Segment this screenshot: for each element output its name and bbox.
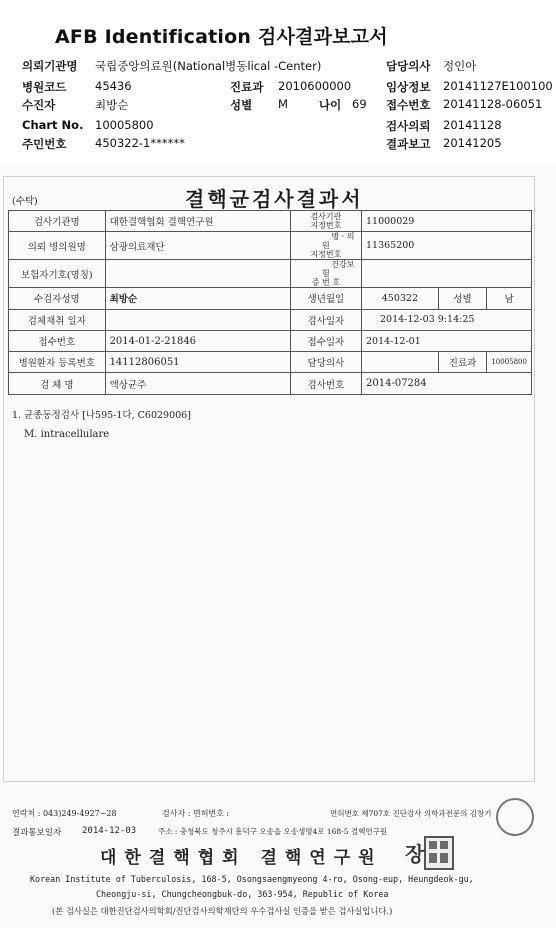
cell-label: 보험자기호(명칭) (9, 260, 106, 288)
cell-label: 검 체 명 (9, 373, 106, 394)
cell-value (362, 260, 532, 288)
cell-value: 2014-07284 (362, 373, 532, 394)
cell-value: 11365200 (362, 232, 532, 260)
cell-value: 10005800 (487, 352, 532, 373)
label-patient: 수진자 (22, 98, 56, 112)
cell-label: 검사번호 (290, 373, 361, 394)
cell-label: 성별 (438, 288, 487, 309)
footer-report-date: 2014-12-03 (82, 826, 137, 836)
report-info-table (8, 210, 532, 395)
cell-value: 2014-12-03 9:14:25 (362, 309, 532, 330)
label-chart-no: Chart No. (22, 118, 84, 132)
table-row (9, 373, 532, 394)
value-result-report-date: 20141205 (443, 136, 502, 150)
cell-value: 삼광의료재단 (105, 232, 290, 260)
table-row (9, 232, 532, 260)
report-header-title: AFB Identification 검사결과보고서 (55, 26, 388, 48)
footer-address-en-1: Korean Institute of Tuberculosis, 168-5, Osongsaengmyeong 4-ro, Osong-eup, Heungdeok-gu, (30, 874, 474, 884)
cell-value: 14112806051 (105, 352, 290, 373)
cell-label: 검사일자 (290, 309, 361, 330)
footer-organization-name: 대한결핵협회 결핵연구원 (100, 848, 383, 868)
cell-label: 담당의사 (290, 352, 361, 373)
cell-value: 2014-01-2-21846 (105, 330, 290, 351)
label-clinical-info: 임상정보 (386, 80, 431, 94)
seal-character: 장 (405, 842, 425, 866)
label-age: 나이 (319, 98, 342, 112)
footer-address-en-2: Cheongju-si, Chungcheongbuk-do, 363-954, Republic of Korea (96, 889, 389, 899)
cell-label: 검체채취 일자 (9, 309, 106, 330)
footer-address-kr: 주소 : 충청북도 청주시 흥덕구 오송읍 오송생명4로 168-5 결핵연구원 (158, 827, 388, 836)
cell-label: 검사기관 지정번호 (290, 211, 361, 232)
cell-value: 남 (487, 288, 532, 309)
cell-value: 대한결핵협회 결핵연구원 (105, 211, 290, 232)
report-tag: (수탁) (12, 196, 38, 207)
value-receipt-number: 20141128-06051 (443, 97, 543, 111)
label-resident-number: 주민번호 (22, 137, 67, 151)
value-department: 2010600000 (278, 79, 352, 93)
value-clinical-info: 20141127E100100 (443, 79, 553, 93)
cell-value: 액상균주 (105, 373, 290, 394)
label-receipt-number: 접수번호 (386, 98, 431, 112)
footer-certification-note: (본 검사실은 대한진단검사의학회/진단검사의학재단의 우수검사실 인증을 받은 검사실입니다.) (52, 906, 393, 916)
institution-seal (424, 836, 454, 870)
cell-label: 접수일자 (290, 330, 361, 351)
cell-value: 2014-12-01 (362, 330, 532, 351)
value-sex: M (278, 97, 288, 111)
table-row (9, 288, 532, 309)
value-hospital-code: 45436 (95, 79, 132, 93)
label-hospital-code: 병원코드 (22, 80, 67, 94)
footer-examiner: 검사자 : 면허번호 : (162, 809, 230, 818)
label-requesting-institution: 의뢰기관명 (22, 59, 78, 73)
label-attending-doctor: 담당의사 (386, 59, 431, 73)
report-title: 결핵균검사결과서 (185, 187, 364, 211)
cell-label: 생년월일 (290, 288, 361, 309)
footer-contact: 연락처 : 043)249-4927~28 (12, 809, 117, 818)
result-organism: M. intracellulare (24, 429, 110, 440)
value-chart-no: 10005800 (95, 118, 154, 132)
cell-value (362, 352, 439, 373)
value-resident-number: 450322-1****** (95, 136, 185, 150)
table-row (9, 260, 532, 288)
table-row (9, 309, 532, 330)
table-row (9, 330, 532, 351)
cell-label: 의뢰 병의원명 (9, 232, 106, 260)
value-test-request-date: 20141128 (443, 118, 502, 132)
value-patient: 최방순 (95, 98, 129, 112)
table-row (9, 352, 532, 373)
label-sex: 성별 (230, 98, 253, 112)
footer-license: 면허번호 제707호 진단검사 의학과전문의 김창기 (330, 809, 492, 818)
label-department: 진료과 (230, 80, 264, 94)
cell-label: 검사기관명 (9, 211, 106, 232)
doctor-stamp (496, 798, 534, 836)
label-result-report-date: 결과보고 (386, 137, 431, 151)
value-age: 69 (352, 97, 367, 111)
table-row (9, 211, 532, 232)
value-requesting-institution: 국립중앙의료원(National병동lical -Center) (95, 59, 322, 73)
cell-label: 진료과 (438, 352, 487, 373)
label-test-request-date: 검사의뢰 (386, 119, 431, 133)
cell-value (105, 260, 290, 288)
result-test-line: 1. 균종동정검사 [나595-1다, C6029006] (12, 410, 191, 421)
value-attending-doctor: 정인아 (443, 59, 477, 73)
cell-label: 접수번호 (9, 330, 106, 351)
cell-value (105, 309, 290, 330)
footer-report-date-label: 결과통보일자 (12, 828, 62, 838)
cell-value: 최방순 (105, 288, 290, 309)
cell-value: 11000029 (362, 211, 532, 232)
cell-label: 병원환자 등록번호 (9, 352, 106, 373)
cell-label: 건강보험 증 번 호 (290, 260, 361, 288)
cell-label: 병 · 의원 지정번호 (290, 232, 361, 260)
cell-label: 수검자성명 (9, 288, 106, 309)
cell-value: 450322 (362, 288, 439, 309)
